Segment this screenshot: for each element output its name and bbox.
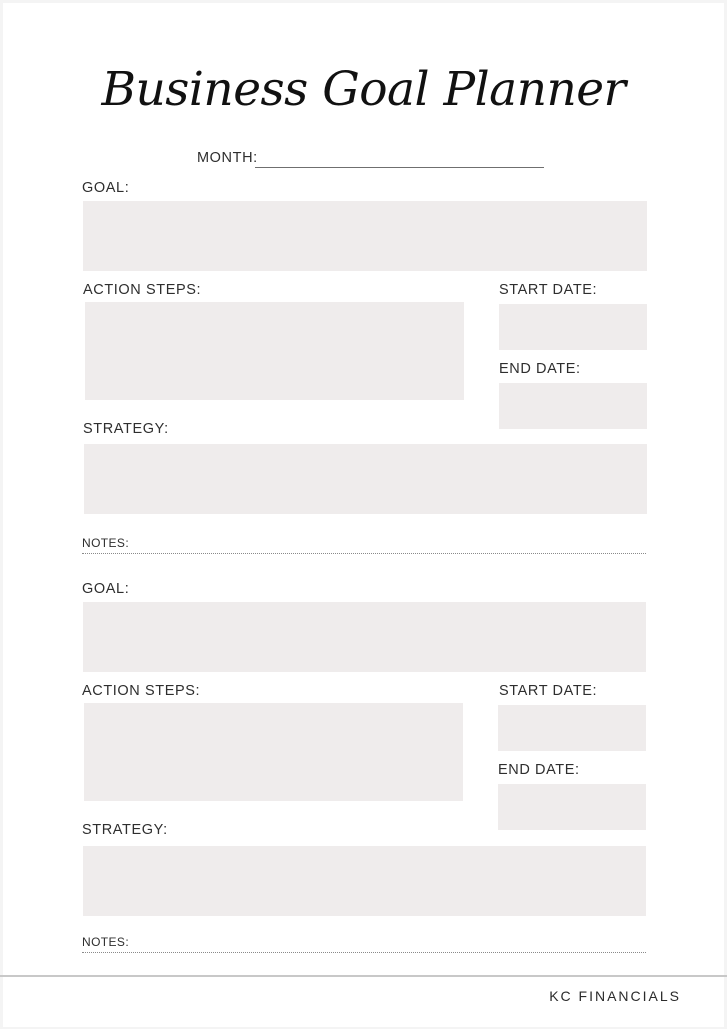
notes-line[interactable]: [82, 952, 646, 953]
notes-line[interactable]: [82, 553, 646, 554]
page-title: Business Goal Planner: [101, 62, 626, 117]
goal-label: GOAL:: [82, 581, 130, 597]
goal-label: GOAL:: [82, 180, 130, 196]
start-date-label: START DATE:: [499, 683, 598, 699]
month-label: MONTH:: [197, 150, 258, 166]
end-date-field[interactable]: [498, 784, 646, 830]
footer-brand: KC FINANCIALS: [549, 988, 681, 1004]
notes-label: NOTES:: [82, 536, 130, 550]
end-date-field[interactable]: [499, 383, 647, 429]
month-input-line[interactable]: [255, 167, 544, 168]
action-steps-field[interactable]: [85, 302, 464, 400]
strategy-label: STRATEGY:: [82, 822, 168, 838]
action-steps-field[interactable]: [84, 703, 463, 801]
end-date-label: END DATE:: [498, 762, 580, 778]
end-date-label: END DATE:: [499, 361, 581, 377]
footer-divider: [0, 975, 727, 977]
strategy-label: STRATEGY:: [83, 421, 169, 437]
start-date-field[interactable]: [498, 705, 646, 751]
start-date-label: START DATE:: [499, 282, 598, 298]
start-date-field[interactable]: [499, 304, 647, 350]
goal-field[interactable]: [83, 201, 647, 271]
notes-label: NOTES:: [82, 935, 130, 949]
goal-field[interactable]: [83, 602, 646, 672]
action-steps-label: ACTION STEPS:: [83, 282, 202, 298]
strategy-field[interactable]: [84, 444, 647, 514]
action-steps-label: ACTION STEPS:: [82, 683, 201, 699]
strategy-field[interactable]: [83, 846, 646, 916]
